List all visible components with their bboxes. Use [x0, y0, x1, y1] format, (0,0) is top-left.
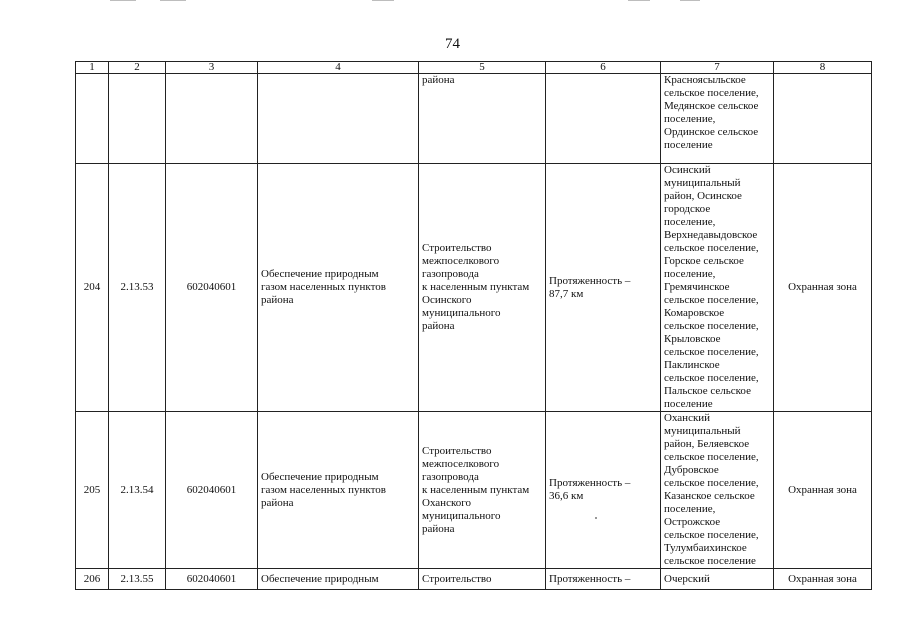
- row-number-cell: [76, 74, 109, 164]
- infrastructure-objects-table: [75, 61, 872, 590]
- characteristics-cell: Протяженность –: [546, 569, 661, 590]
- location-cell: Осинский муниципальный район, Осинское городское поселение, Верхнедавыдовское сельское поселение, Горское сельское поселение, Гремячинское сельское поселение, Комаровское сельское поселение, Крыловское сельское поселение, Паклинское сельское поселение, Пальское сельское поселение: [661, 164, 774, 412]
- purpose-cell: Обеспечение природным газом населенных пунктов района: [258, 164, 419, 412]
- row-code-cell: 2.13.55: [109, 569, 166, 590]
- characteristics-cell: Протяженность – 87,7 км: [546, 164, 661, 412]
- characteristics-cell: Протяженность – 36,6 км: [546, 412, 661, 569]
- oktmo-cell: 602040601: [166, 164, 258, 412]
- column-header: 6: [546, 62, 661, 74]
- oktmo-cell: 602040601: [166, 569, 258, 590]
- row-code-cell: [109, 74, 166, 164]
- column-header: 1: [76, 62, 109, 74]
- object-cell: района: [419, 74, 546, 164]
- column-header: 8: [774, 62, 872, 74]
- row-number-cell: 206: [76, 569, 109, 590]
- purpose-cell: Обеспечение природным: [258, 569, 419, 590]
- purpose-cell: [258, 74, 419, 164]
- column-header: 4: [258, 62, 419, 74]
- scan-top-edge-marks: [0, 0, 905, 4]
- row-code-cell: 2.13.53: [109, 164, 166, 412]
- characteristics-cell: [546, 74, 661, 164]
- table-row-continuation: [76, 74, 872, 164]
- column-header: 2: [109, 62, 166, 74]
- zone-cell: [774, 74, 872, 164]
- zone-cell: Охранная зона: [774, 164, 872, 412]
- scan-speck: [595, 517, 597, 519]
- row-code-cell: 2.13.54: [109, 412, 166, 569]
- object-cell: Строительство межпоселкового газопровода к населенным пунктам Оханского муниципального района: [419, 412, 546, 569]
- table-row: [76, 164, 872, 412]
- location-cell: Оханский муниципальный район, Беляевское сельское поселение, Дубровское сельское поселение, Казанское сельское поселение, Острожское сельское поселение, Тулумбаихинское сельское поселение: [661, 412, 774, 569]
- zone-cell: Охранная зона: [774, 569, 872, 590]
- column-header: 3: [166, 62, 258, 74]
- column-header: 5: [419, 62, 546, 74]
- object-cell: Строительство межпоселкового газопровода к населенным пунктам Осинского муниципального района: [419, 164, 546, 412]
- location-cell: Очерский: [661, 569, 774, 590]
- row-number-cell: 205: [76, 412, 109, 569]
- column-number-header-row: [76, 62, 872, 74]
- row-number-cell: 204: [76, 164, 109, 412]
- location-cell: Красноясыльское сельское поселение, Медянское сельское поселение, Ординское сельское поселение: [661, 74, 774, 164]
- page-number: 74: [445, 36, 460, 52]
- table-row: [76, 569, 872, 590]
- object-cell: Строительство: [419, 569, 546, 590]
- purpose-cell: Обеспечение природным газом населенных пунктов района: [258, 412, 419, 569]
- oktmo-cell: [166, 74, 258, 164]
- oktmo-cell: 602040601: [166, 412, 258, 569]
- column-header: 7: [661, 62, 774, 74]
- table-row: [76, 412, 872, 569]
- zone-cell: Охранная зона: [774, 412, 872, 569]
